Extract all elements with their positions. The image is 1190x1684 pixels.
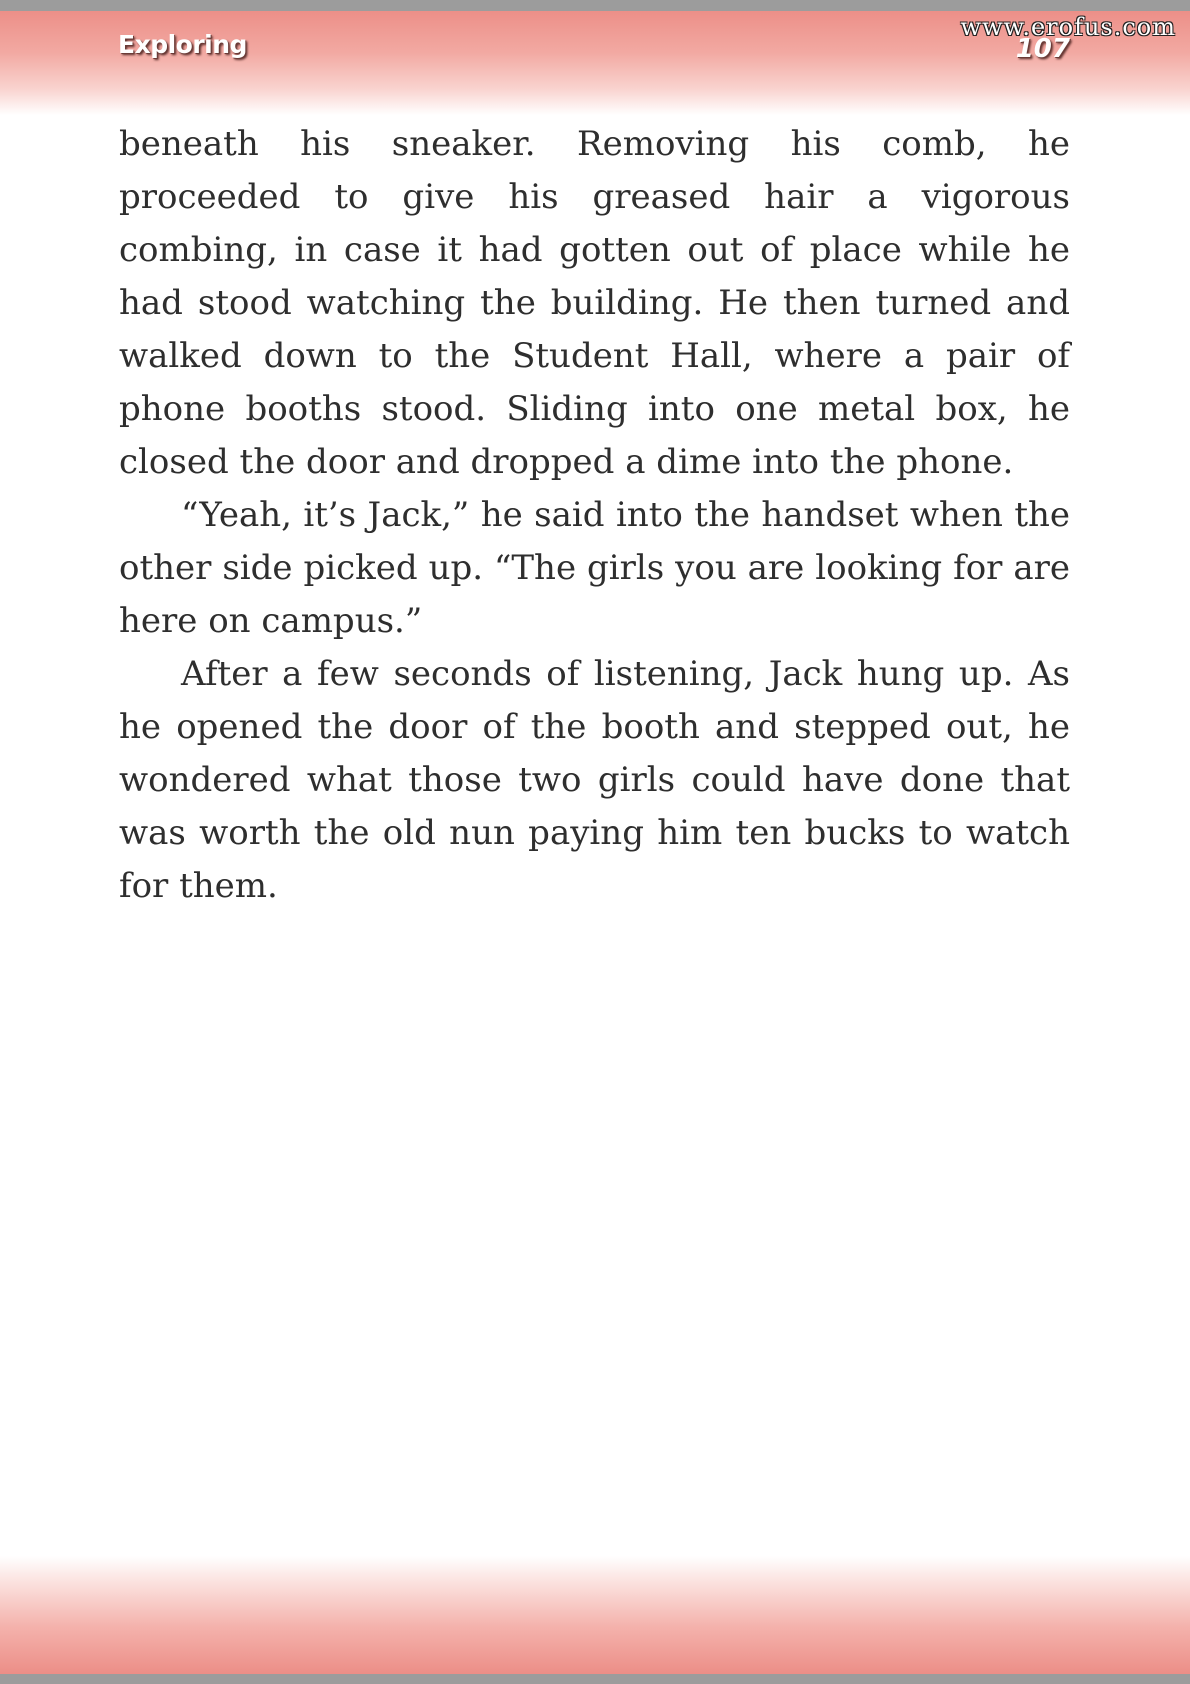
paragraph: After a few seconds of listening, Jack hung up. As he opened the door of the booth and stepped out, he wondered what those two girls could have done that was worth the old nun paying him ten bucks to watch for them.: [119, 654, 1070, 906]
paragraph: “Yeah, it’s Jack,” he said into the handset when the other side picked up. “The girls you are looking for are here on campus.”: [119, 495, 1070, 641]
page-bottom-edge: [0, 1674, 1190, 1684]
page-number: 107: [1015, 34, 1070, 64]
body-text: [119, 118, 1070, 913]
page-top-edge: [0, 0, 1190, 11]
watermark: www.erofus.com: [960, 13, 1176, 41]
running-head: Exploring: [118, 30, 247, 59]
paragraph: beneath his sneaker. Removing his comb, he proceeded to give his greased hair a vigorous combing, in case it had gotten out of place while he had stood watching the building. He then turned and walked down to the Student Hall, where a pair of phone booths stood. Sliding into one metal box, he closed the door and dropped a dime into the phone.: [119, 124, 1070, 482]
footer-band: [0, 1556, 1190, 1674]
